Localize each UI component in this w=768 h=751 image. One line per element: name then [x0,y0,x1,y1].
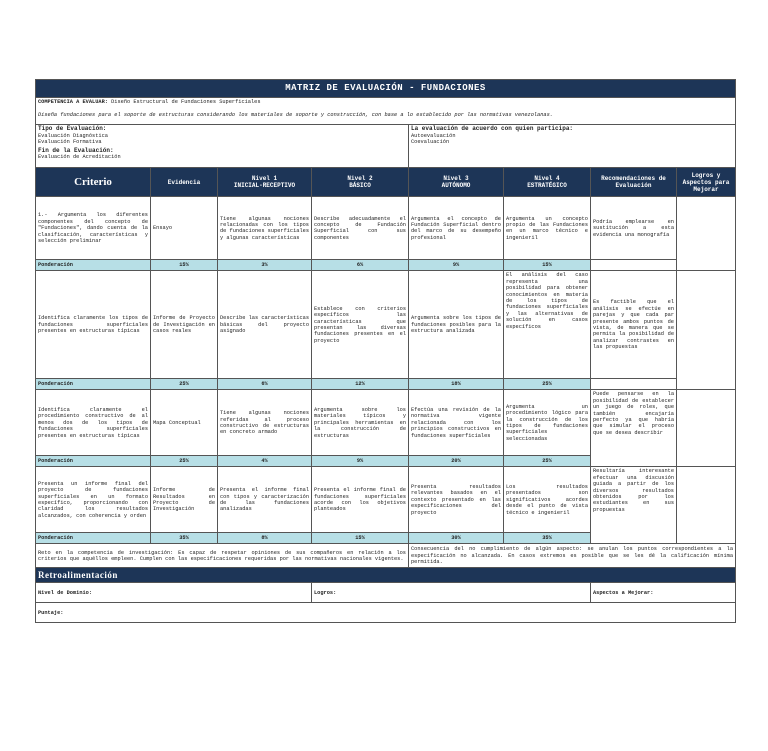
header-nivel-2: Nivel 2 BÁSICO [312,168,409,197]
ponderacion-blank [591,260,677,271]
tipo-evaluacion-block [36,125,409,168]
logros-label: Logros: [312,583,591,603]
nivel-2-cell: Argumenta sobre los materiales típicos y principales herramientas en la construcción de estructuras [312,390,409,456]
ponderacion-evidencia: 25% [151,456,218,467]
competencia-row [36,98,736,107]
competencia-label: COMPETENCIA A EVALUAR: [38,99,108,105]
logros-cell [677,197,736,271]
nivel-1-cell: Presenta el informe final con tipos y caracterización de las fundaciones analizadas [218,467,312,533]
ponderacion-nivel-4: 25% [504,379,591,390]
ponderacion-nivel-1: 3% [218,260,312,271]
ponderacion-nivel-3: 9% [409,260,504,271]
ponderacion-nivel-2: 9% [312,456,409,467]
page-title: MATRIZ DE EVALUACIÓN - FUNDACIONES [36,80,736,98]
tipo-item: Evaluación Diagnóstica [38,132,108,139]
nivel-2-cell: Describe adecuadamente el concepto de Fundación Superficial con sus componentes [312,197,409,260]
ponderacion-blank [591,379,677,390]
competencia-value: Diseño Estructural de Fundaciones Superficiales [111,99,261,105]
logros-cell [677,390,736,467]
participa-item: Autoevaluación [411,132,456,139]
nivel-1-cell: Tiene algunas nociones relacionadas con los tipos de fundaciones superficiales y algunas características [218,197,312,260]
tipo-label: Tipo de Evaluación: [38,125,107,133]
nivel-2-cell: Establece con criterios específicos las características que presentan las diversas fundaciones presentes en el proyecto [312,271,409,379]
ponderacion-nivel-2: 12% [312,379,409,390]
evidencia-cell: Informe de Resultados en Proyecto de Investigación [151,467,218,533]
fin-label: Fin de la Evaluación: [38,146,114,154]
footer-note-consecuencia: Consecuencia del no cumplimiento de algún aspecto: se anulan los puntos correspondientes a la especificación no alcanzada. En casos extremos es posible que se les dé la calificación mínima permitida. [409,544,736,568]
participa-item: Coevaluación [411,139,450,146]
recomendaciones-cell: Es factible que el análisis se efectúe en parejas y que cada par presente ambos puntos de vista, de manera que se permita la posibilidad de analizar contrastes en las propuestas [591,271,677,379]
ponderacion-evidencia: 35% [151,533,218,544]
ponderacion-nivel-1: 8% [218,533,312,544]
ponderacion-nivel-2: 6% [312,260,409,271]
nivel-4-cell: El análisis del caso representa una posibilidad para obtener conocimientos en materia de los tipos de fundaciones superficiales y las alternativas de solución en casos específicos [504,271,591,379]
ponderacion-nivel-4: 15% [504,260,591,271]
header-criterio: Criterio [36,168,151,197]
nivel-4-cell: Argumenta un concepto propio de las Fundaciones en un marco técnico e ingenieril [504,197,591,260]
nivel-4-cell: Argumenta un procedimiento lógico para la construcción de los tipos de fundaciones superficiales seleccionadas [504,390,591,456]
criterio-cell: Identifica claramente los tipos de fundaciones superficiales presentes en estructuras típicas [36,271,151,379]
participa-block [409,125,736,168]
ponderacion-nivel-2: 15% [312,533,409,544]
retroalimentacion-title: Retroalimentación [36,568,736,583]
ponderacion-nivel-1: 6% [218,379,312,390]
ponderacion-label: Ponderación [36,379,151,390]
header-nivel-1: Nivel 1 INICIAL-RECEPTIVO [218,168,312,197]
criterio-cell: 1.- Argumenta los diferentes componentes del concepto de "Fundaciones", dando cuenta de la clasificación, características y selección preliminar [36,197,151,260]
nivel-2-cell: Presenta el informe final de fundaciones superficiales acorde con los objetivos planteados [312,467,409,533]
ponderacion-evidencia: 25% [151,379,218,390]
nivel-1-cell: Describe las características básicas del proyecto asignado [218,271,312,379]
ponderacion-nivel-1: 4% [218,456,312,467]
nivel-3-cell: Argumenta el concepto de Fundación Superficial dentro del marco de su desempeño profesional [409,197,504,260]
header-nivel-3: Nivel 3 AUTÓNOMO [409,168,504,197]
recomendaciones-cell: Puede pensarse en la posibilidad de establecer un juego de roles, que también encajaría perfecto ya que habría que simular el proceso que se desea describir [591,390,677,467]
evidencia-cell: Ensayo [151,197,218,260]
nivel-3-cell: Presenta resultados relevantes basados en el contexto presentado en las especificaciones del proyecto [409,467,504,533]
header-recomendaciones: Recomendaciones de Evaluación [591,168,677,197]
recomendaciones-cell: Podría emplearse en sustitución a esta evidencia una monografía [591,197,677,260]
competencia-description: Diseña fundaciones para el soporte de estructuras considerando los materiales de soporte y construcción, con base a lo establecido por las normativas venezolanas. [36,106,736,125]
header-evidencia: Evidencia [151,168,218,197]
ponderacion-nivel-3: 30% [409,533,504,544]
ponderacion-nivel-4: 25% [504,456,591,467]
evaluation-matrix [35,79,735,623]
nivel-1-cell: Tiene algunas nociones referidas al proceso constructivo de estructuras en concreto armado [218,390,312,456]
criterio-cell: Identifica claramente el procedimiento constructivo de al menos dos de los tipos de fundaciones superficiales presentes en estructuras típicas [36,390,151,456]
tipo-item: Evaluación Formativa [38,139,102,146]
ponderacion-evidencia: 15% [151,260,218,271]
nivel-3-cell: Argumenta sobre los tipos de fundaciones posibles para la estructura analizada [409,271,504,379]
header-nivel-4: Nivel 4 ESTRATÉGICO [504,168,591,197]
fin-item: Evaluación de Acreditación [38,154,121,161]
ponderacion-label: Ponderación [36,533,151,544]
ponderacion-nivel-3: 20% [409,456,504,467]
header-logros: Logros y Aspectos para Mejorar [677,168,736,197]
ponderacion-nivel-3: 18% [409,379,504,390]
matrix-table [35,79,736,623]
nivel-dominio-label: Nivel de Dominio: [36,583,312,603]
logros-cell [677,271,736,390]
footer-note-reto: Reto en la competencia de investigación: Es capaz de respetar opiniones de sus compañeros en relación a los criterios que aquéllos empleen. Cumplen con las especificaciones requeridas por las normativas nacionales vigentes. [36,544,409,568]
evidencia-cell: Mapa Conceptual [151,390,218,456]
nivel-4-cell: Los resultados presentados son significativos acordes desde el punto de vista técnico e ingenieril [504,467,591,533]
logros-cell [677,467,736,544]
aspectos-mejorar-label: Aspectos a Mejorar: [591,583,736,603]
ponderacion-label: Ponderación [36,456,151,467]
ponderacion-nivel-4: 35% [504,533,591,544]
nivel-3-cell: Efectúa una revisión de la normativa vigente relacionada con los principios constructivos en fundaciones superficiales [409,390,504,456]
evidencia-cell: Informe de Proyecto de Investigación en casos reales [151,271,218,379]
puntaje-label: Puntaje: [36,603,736,623]
criterio-cell: Presenta un informe final del proyecto de fundaciones superficiales en un formato específico, proporcionando con claridad los resultados alcanzados, con coherencia y orden [36,467,151,533]
recomendaciones-cell: Resultaría interesante efectuar una discusión guiada a partir de los diversos resultados obtenidos por los estudiantes en sus propuestas [591,467,677,544]
ponderacion-label: Ponderación [36,260,151,271]
participa-label: La evaluación de acuerdo con quien participa: [411,125,574,133]
